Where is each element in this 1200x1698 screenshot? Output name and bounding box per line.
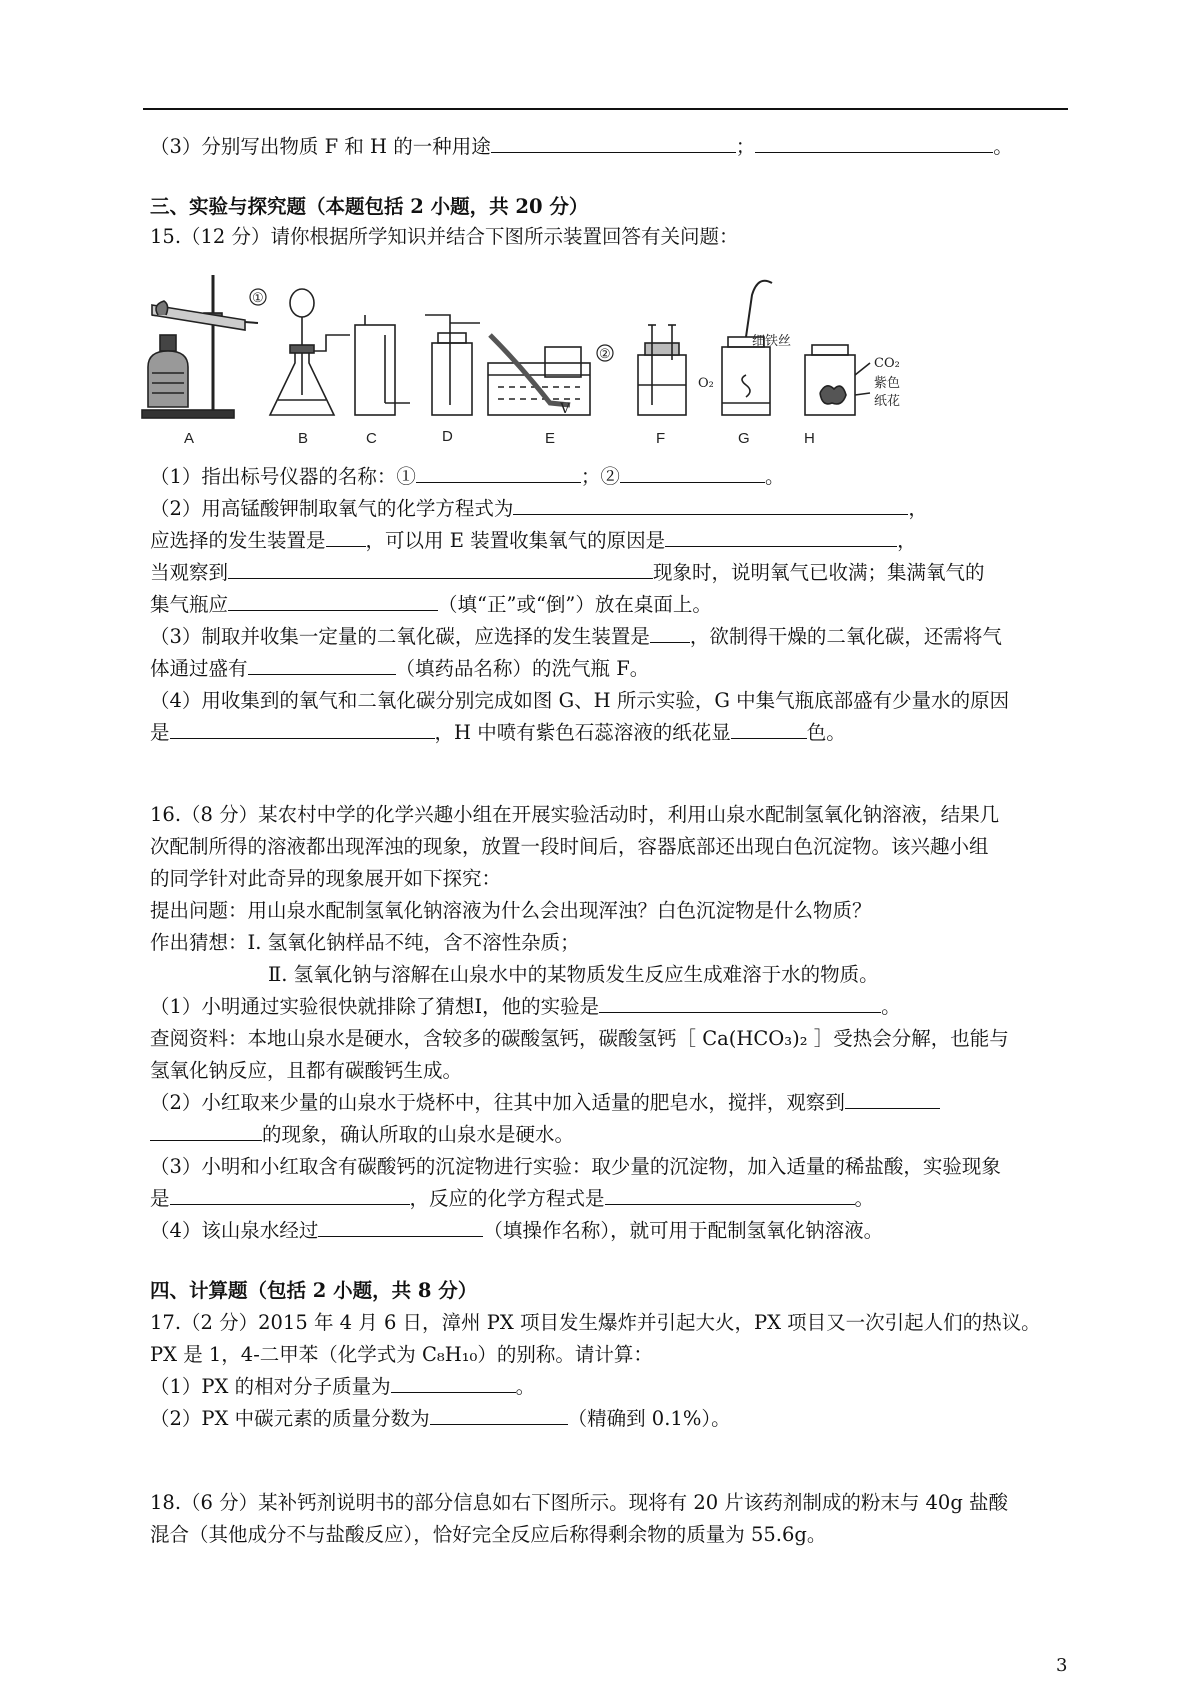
q17-part2: （2）PX 中碳元素的质量分数为 （精确到 0.1%）。 [150,1404,1070,1434]
q17-intro-2: PX 是 1，4-二甲苯（化学式为 C₈H₁₀）的别称。请计算： [150,1343,653,1366]
answer-blank[interactable] [248,654,396,675]
answer-blank[interactable] [318,1216,483,1237]
answer-blank[interactable] [845,1088,940,1109]
q16-info-1: 查阅资料：本地山泉水是硬水，含较多的碳酸氢钙，碳酸氢钙［ Ca(HCO₃)₂ ］受热会分解，也能与 [150,1027,1009,1050]
q15-part4-line1: （4）用收集到的氧气和二氧化碳分别完成如图 G、H 所示实验，G 中集气瓶底部盛有少量水的原因 [150,689,1010,712]
apparatus-b [270,289,350,415]
answer-blank[interactable] [228,590,438,611]
q18-intro-2: 混合（其他成分不与盐酸反应），恰好完全反应后称得剩余物的质量为 55.6g。 [150,1523,827,1546]
marker-2: ② [599,347,611,362]
q15-part2-line2: 应选择的发生装置是 ，可以用 E 装置收集氧气的原因是 ， [150,526,1070,556]
label-o2: O₂ [698,376,714,391]
answer-blank[interactable] [430,1404,568,1425]
answer-blank[interactable] [150,1120,262,1141]
answer-blank[interactable] [170,718,435,739]
q16-guess-1: 作出猜想：Ⅰ. 氢氧化钠样品不纯，含不溶性杂质； [150,931,580,954]
q16-part4: （4）该山泉水经过 （填操作名称），就可用于配制氢氧化钠溶液。 [150,1216,1070,1246]
q16-part2-line2: 的现象，确认所取的山泉水是硬水。 [150,1120,1070,1150]
figure-label-c: C [366,430,377,447]
answer-blank[interactable] [416,462,581,483]
label-iron-wire: 细铁丝 [752,334,792,349]
q15-part2-line3: 当观察到 现象时，说明氧气已收满；集满氧气的 [150,558,1070,588]
section4-heading: 四、计算题（包括 2 小题，共 8 分） [150,1279,478,1302]
q15-part3-line2: 体通过盛有 （填药品名称）的洗气瓶 F。 [150,654,1070,684]
answer-blank[interactable] [605,1184,855,1205]
answer-blank[interactable] [755,132,993,153]
figure-label-b: B [298,430,309,447]
label-paper-flower: 纸花 [874,394,901,409]
figure-label-g: G [738,430,750,447]
label-co2: CO₂ [874,356,900,371]
apparatus-a [142,275,258,418]
q15-part2-line4: 集气瓶应 （填“正”或“倒”）放在桌面上。 [150,590,1070,620]
q17-intro-1: 17.（2 分）2015 年 4 月 6 日，漳州 PX 项目发生爆炸并引起大火，PX 项目又一次引起人们的热议。 [150,1311,1041,1334]
apparatus-d [425,315,480,415]
figure-label-f: F [656,430,666,447]
q15-part2-line1: （2）用高锰酸钾制取氧气的化学方程式为 ， [150,494,1070,524]
answer-blank[interactable] [326,526,366,547]
figure-label-h: H [804,430,815,447]
answer-blank[interactable] [620,462,765,483]
answer-blank[interactable] [391,1372,516,1393]
answer-blank[interactable] [731,718,807,739]
svg-text:V: V [560,401,571,417]
q15-intro: 15.（12 分）请你根据所学知识并结合下图所示装置回答有关问题： [150,225,739,248]
page-number: 3 [1056,1655,1068,1676]
section3-heading: 三、实验与探究题（本题包括 2 小题，共 20 分） [150,195,589,218]
q14-part3: （3）分别写出物质 F 和 H 的一种用途 ； 。 [150,132,1070,162]
figure-label-a: A [184,430,195,447]
q16-intro-3: 的同学针对此奇异的现象展开如下探究： [150,867,502,890]
q15-part3-line1: （3）制取并收集一定量的二氧化碳，应选择的发生装置是 ，欲制得干燥的二氧化碳，还需将气 [150,622,1070,652]
q16-intro-1: 16.（8 分）某农村中学的化学兴趣小组在开展实验活动时，利用山泉水配制氢氧化钠溶液，结果几 [150,803,1000,826]
apparatus-e [488,335,590,417]
q16-part3-line2: 是 ，反应的化学方程式是 。 [150,1184,1070,1214]
apparatus-c [355,315,410,415]
answer-blank[interactable] [491,132,736,153]
answer-blank[interactable] [228,558,653,579]
q16-part1: （1）小明通过实验很快就排除了猜想Ⅰ，他的实验是 。 [150,992,1070,1022]
label-purple: 紫色 [874,376,901,391]
q16-part2-line1: （2）小红取来少量的山泉水于烧杯中，往其中加入适量的肥皂水，搅拌，观察到 [150,1088,1070,1118]
q16-intro-2: 次配制所得的溶液都出现浑浊的现象，放置一段时间后，容器底部还出现白色沉淀物。该兴趣小组 [150,835,989,858]
answer-blank[interactable] [513,494,908,515]
q15-part1: （1）指出标号仪器的名称：① ；② 。 [150,462,1070,492]
answer-blank[interactable] [599,992,881,1013]
q16-question: 提出问题：用山泉水配制氢氧化钠溶液为什么会出现浑浊？白色沉淀物是什么物质？ [150,899,872,922]
header-rule [143,108,1068,110]
q16-guess-2: Ⅱ. 氢氧化钠与溶解在山泉水中的某物质发生反应生成难溶于水的物质。 [268,963,879,986]
q15-part4-line2: 是 ，H 中喷有紫色石蕊溶液的纸花显 色。 [150,718,1070,748]
q16-part3-line1: （3）小明和小红取含有碳酸钙的沉淀物进行实验：取少量的沉淀物，加入适量的稀盐酸，实验现象 [150,1155,1001,1178]
answer-blank[interactable] [650,622,690,643]
q18-intro-1: 18.（6 分）某补钙剂说明书的部分信息如右下图所示。现将有 20 片该药剂制成的粉末与 40g 盐酸 [150,1491,1009,1514]
figure-label-e: E [545,430,556,447]
q17-part1: （1）PX 的相对分子质量为 。 [150,1372,1070,1402]
apparatus-figure [140,275,980,490]
answer-blank[interactable] [665,526,897,547]
figure-label-d: D [442,428,453,445]
answer-blank[interactable] [170,1184,410,1205]
apparatus-h [805,345,870,415]
marker-1: ① [252,291,264,306]
q16-info-2: 氢氧化钠反应，且都有碳酸钙生成。 [150,1059,463,1082]
apparatus-f [638,325,686,415]
